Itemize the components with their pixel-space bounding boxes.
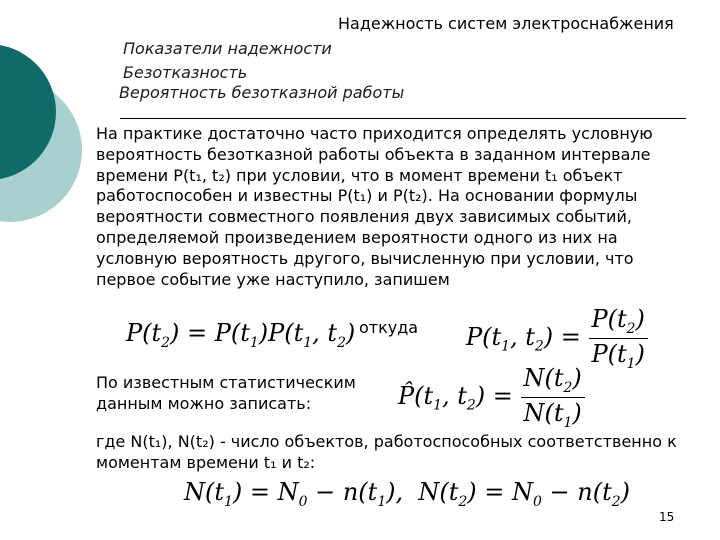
slide-subtitle: Вероятность безотказной работы <box>119 83 405 102</box>
paragraph-intro: На практике достаточно часто приходится определять условную вероятность безотказной работы объекта в заданном интервале времени P(t₁, t₂) при условии, что в момент времени t₁ объект работоспособен и известны P(t₁) и P(t₂). На основании формулы вероятности совместного появления двух зависимых событий, определяемой произведением вероятности одного из них на условную вероятность другого, вычисленную при условии, что первое событие уже наступило, запишем <box>96 124 653 289</box>
otkuda-label: откуда <box>359 318 419 337</box>
presentation-title: Надежность систем электроснабжения <box>338 14 674 33</box>
page-number: 15 <box>659 510 675 524</box>
breadcrumb-section: Показатели надежности <box>123 39 332 58</box>
divider-line <box>120 118 686 119</box>
breadcrumb-subsection: Безотказность <box>123 63 248 82</box>
paragraph-definitions: где N(t₁), N(t₂) - число объектов, работоспособных соответственно к моментам времени t₁ и t₂: <box>96 432 677 472</box>
formula-conditional-probability: $P(t_1$, $t_2$) = $\frac{P(t_2)}{P(t_1)}$ <box>466 305 648 372</box>
formula-working-objects: $N(t_1) = N_0 - n(t_1)$, $N(t_2) = N_0 - n(t_2)$ <box>184 478 630 510</box>
formula-joint-probability: $P(t_2) = P(t_1)P(t_1$, $t_2$) <box>126 319 356 351</box>
formula-statistical-estimate: $P̂(t_1$, $t_2$) = $\frac{N(t_2)}{N(t_1)}$ <box>398 364 585 431</box>
paragraph-statistical: По известным статистическим данным можно записать: <box>96 373 356 413</box>
